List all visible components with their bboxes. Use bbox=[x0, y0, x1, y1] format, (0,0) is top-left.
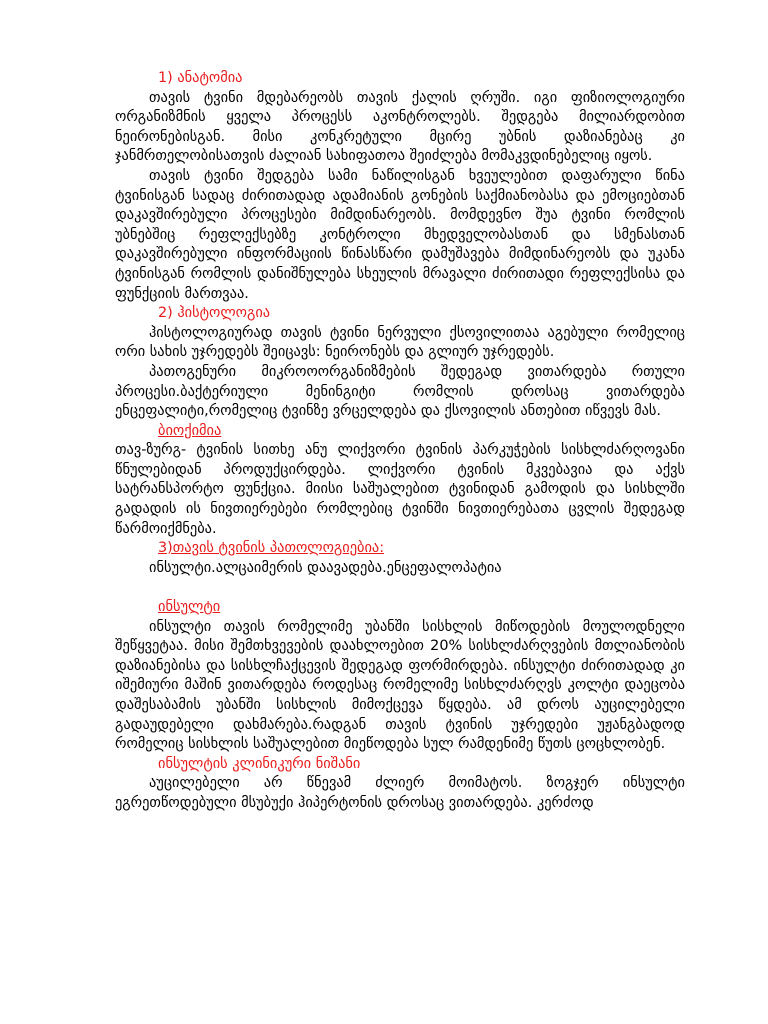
paragraph-stroke: ინსულტი თავის რომელიმე უბანში სისხლის მიწოდების მოულოდნელი შეწყვეტაა. მისი შემთხვევების დაახლოებით 20% სისხლძარღვების მთლიანობის დაზიანებისა და სისხლჩაქცევის შედეგად ფორმირდება. ინსულტი ძირითადად კი იშემიური მაშინ ვითარდება როდესაც რომელიმე სისხლძარღვს კოლტი დაეცობა დაშესაბამის უბანში სისხლის მიმოქცევა წყდება. ამ დროს აუცილებელი გადაუდებელი დახმარება.რადგან თავის ტვინის უჯრედები უჟანგბადოდ რომელიც სისხლის საშუალებით მიეწოდება სულ რამდენიმე წუთს ცოცხლობენ. bbox=[115, 618, 685, 753]
paragraph-biochemistry: თავ-ზურგ- ტვინის სითხე ანუ ლიქვორი ტვინის პარკუჭების სისხლძარღოვანი წნულებიდან პროდუქცირდება. ლიქვორი ტვინის მკვებავია და აქვს სატრანსპორტო ფუნქცია. მიისი საშუალებით ტვინიდან გამოდის და სისხლში გადადის ის ნივთიერებები რომლებიც ტვინში ნივთიერებათა ცვლის შედეგად წარმოიქმნება. bbox=[115, 442, 685, 537]
paragraph-histology-2: პათოგენური მიკროოორგანიზმების შედეგად ვითარდება რთული პროცესი.ბაქტერიული მენინგიტი რომლის დროსაც ვითარდება ენცეფალიტი,რომელიც ტვინზე ვრცელდება და ქსოვილის ანთებით იწვევს მას. bbox=[115, 363, 685, 420]
heading-histology: 2) ჰისტოლოგია bbox=[158, 305, 271, 322]
blank-line bbox=[115, 578, 685, 598]
heading-stroke: ინსულტი bbox=[158, 599, 221, 616]
heading-biochemistry: ბიოქიმია bbox=[158, 422, 222, 439]
paragraph-stroke-clinical-sign: აუცილებელი არ წნევამ ძლიერ მოიმატოს. ზოგჯერ ინსულტი ეგრეთწოდებული მსუბუქი ჰიპერტონის დროსაც ვითარდება. კერძოდ bbox=[115, 775, 685, 811]
pathologies-list: ინსულტი.ალცაიმერის დაავადება.ენცეფალოპატია bbox=[149, 559, 502, 576]
heading-pathologies: 3)თავის ტვინის პათოლოგიებია: bbox=[158, 540, 385, 557]
paragraph-anatomy-2: თავის ტვინი შედგება სამი ნაწილისგან ხვეულებით დაფარული წინა ტვინისგან სადაც ძირითადად ადამიანის გონების საქმიანობასა და ემოციებთან დაკავშირებული პროცესები მიმდინარეობს. მომდევნო შუა ტვინი რომლის უბნებშიც რეფლექსებზე კონტროლი მხედველობასთან და სმენასთან დაკავშირებული ინფორმაციის წინასწარი დამუშავება მიმდინარეობს და უკანა ტვინისგან რომლის დანიშნულება სხეულის მრავალი ძირითადი რეფლექსისა და ფუნქციის მართვაა. bbox=[115, 167, 685, 302]
paragraph-histology-1: ჰისტოლოგიურად თავის ტვინი ნერვული ქსოვილითაა აგებული რომელიც ორი სახის უჯრედებს შეიცავს: ნეირონებს და გლიურ უჯრედებს. bbox=[115, 324, 685, 361]
heading-anatomy: 1) ანატომია bbox=[158, 70, 243, 86]
paragraph-anatomy-1: თავის ტვინი მდებარეობს თავის ქალის ღრუში. იგი ფიზიოლოგიური ორგანიზმნის ყველა პროცესს აკონტროლებს. შედგება მილიარდობით ნეირონებისგან. მისი კონკრეტული მცირე უბნის დაზიანებაც კი ჯანმრთელობისათვის ძალიან სახიფათოა შეიძლება მომაკვდინებელიც იყოს. bbox=[115, 89, 685, 165]
heading-stroke-clinical-sign: ინსულტის კლინიკური ნიშანი bbox=[158, 755, 361, 772]
